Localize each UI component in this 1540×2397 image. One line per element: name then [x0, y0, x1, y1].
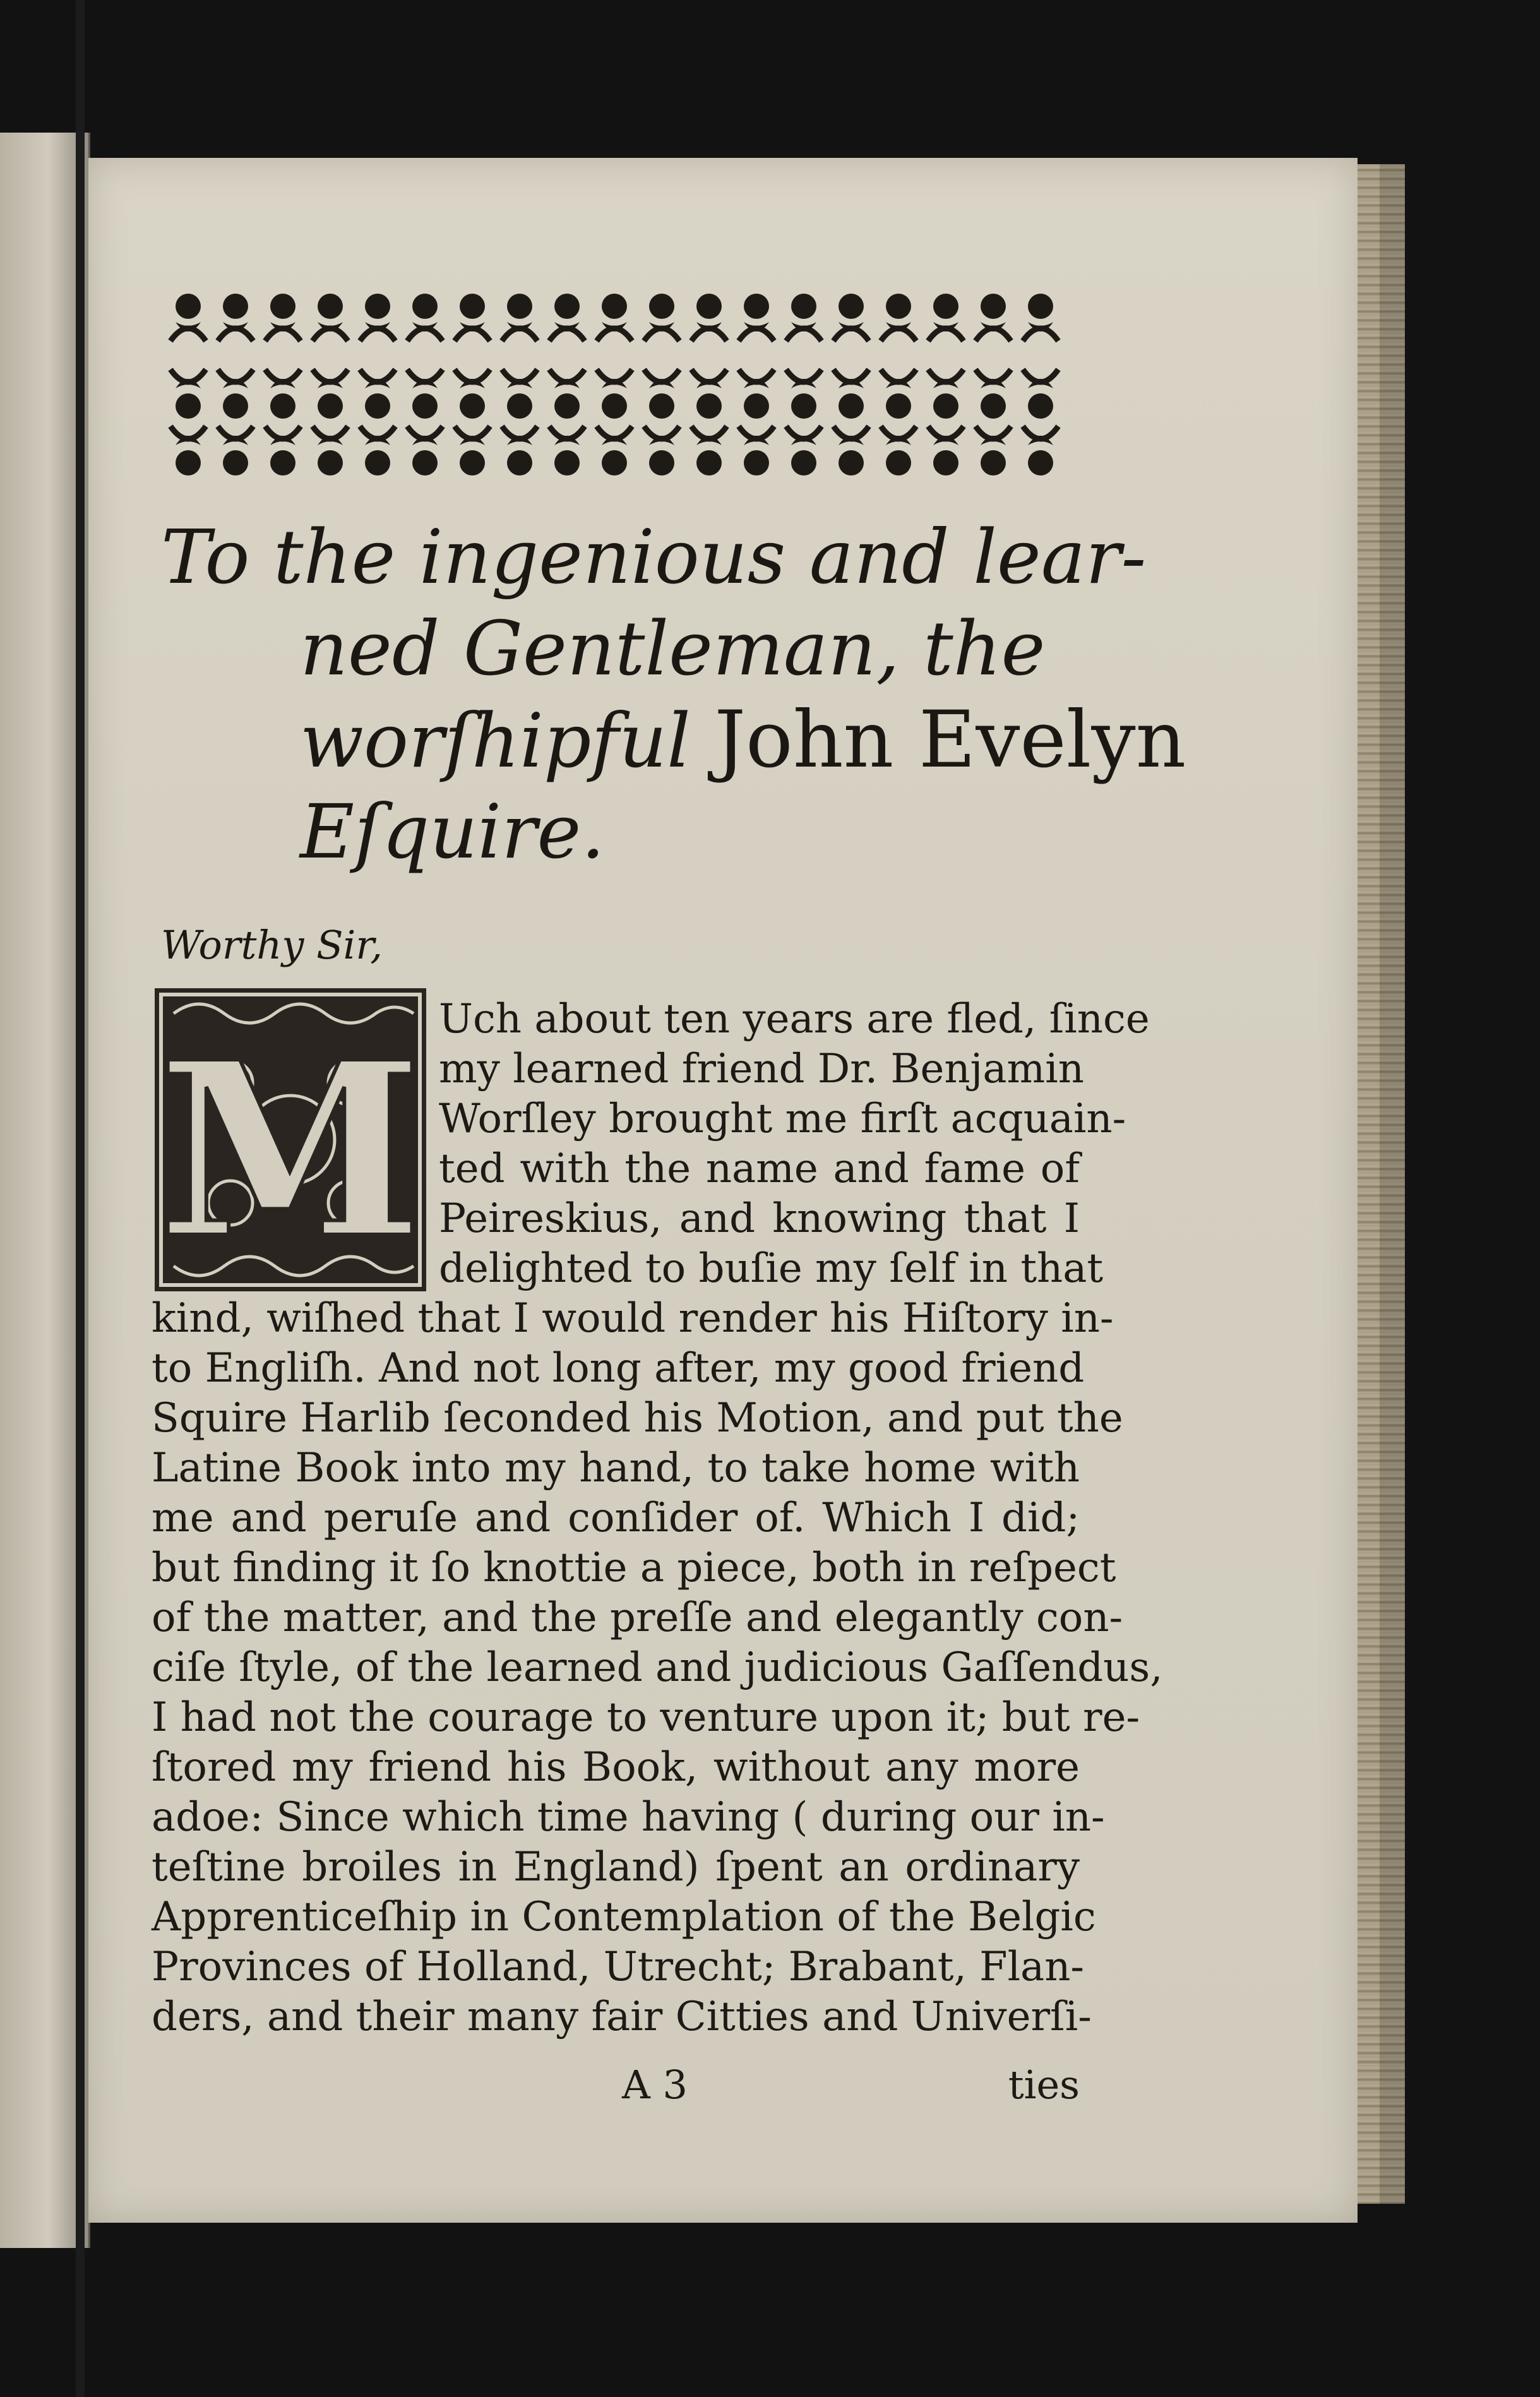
text-line: to Engliſh. And not long after, my good friend [152, 1345, 1085, 1392]
page-stack-edge [1380, 164, 1405, 2204]
text-line: teſtine broiles in England) ſpent an ordinary [152, 1844, 1080, 1891]
text-line: me and peruſe and conſider of. Which I did; [152, 1495, 1080, 1541]
title-line [161, 695, 1186, 786]
title-word-italic: worſhipful [300, 697, 691, 784]
text-line: delighted to buſie my ſelf in that [439, 1245, 1104, 1292]
title-line: ned Gentleman, the [300, 605, 1046, 692]
ornamental-headpiece-icon [164, 287, 1092, 477]
initial-letter: M [157, 1009, 424, 1291]
text-line: Latine Book into my hand, to take home with [152, 1445, 1080, 1491]
dedication-title [161, 511, 1186, 878]
text-line: ders, and their many fair Citties and Univerſi- [152, 1994, 1092, 2040]
text-line: my learned friend Dr. Benjamin [439, 1046, 1084, 1092]
text-line: Peireskius, and knowing that I [439, 1195, 1080, 1242]
text-line: Worſley brought me firſt acquain- [439, 1096, 1126, 1142]
text-line: I had not the courage to venture upon it; but re- [152, 1694, 1140, 1741]
text-line: ted with the name and fame of [439, 1145, 1080, 1192]
text-line: ſtored my friend his Book, without any more [152, 1744, 1080, 1791]
text-line: Provinces of Holland, Utrecht; Brabant, Flan- [152, 1944, 1085, 1990]
signature-mark: A 3 [622, 2062, 688, 2108]
title-line: Eſquire. [300, 788, 605, 875]
page-footer [152, 2062, 1080, 2112]
text-line: adoe: Since which time having ( during our in- [152, 1794, 1105, 1841]
text-line: of the matter, and the preſſe and elegantly con- [152, 1594, 1123, 1641]
catchword: ties [1008, 2062, 1080, 2108]
title-line: To the ingenious and lear- [161, 513, 1147, 601]
text-line: but finding it ſo knottie a piece, both in reſpect [152, 1545, 1116, 1591]
binding-shadow [76, 0, 85, 2397]
text-line: kind, wiſhed that I would render his Hiſtory in- [152, 1295, 1114, 1342]
text-line: Squire Harlib ſeconded his Motion, and put the [152, 1395, 1123, 1442]
text-line: Apprenticeſhip in Contemplation of the Belgic [152, 1894, 1096, 1940]
text-line: Uch about ten years are fled, ſince [439, 996, 1150, 1043]
text-line: ciſe ſtyle, of the learned and judicious Gaſſendus, [152, 1644, 1163, 1691]
title-name-roman: John Evelyn [714, 695, 1186, 786]
salutation: Worthy Sir, [161, 922, 383, 968]
letter-body [152, 995, 1163, 2042]
